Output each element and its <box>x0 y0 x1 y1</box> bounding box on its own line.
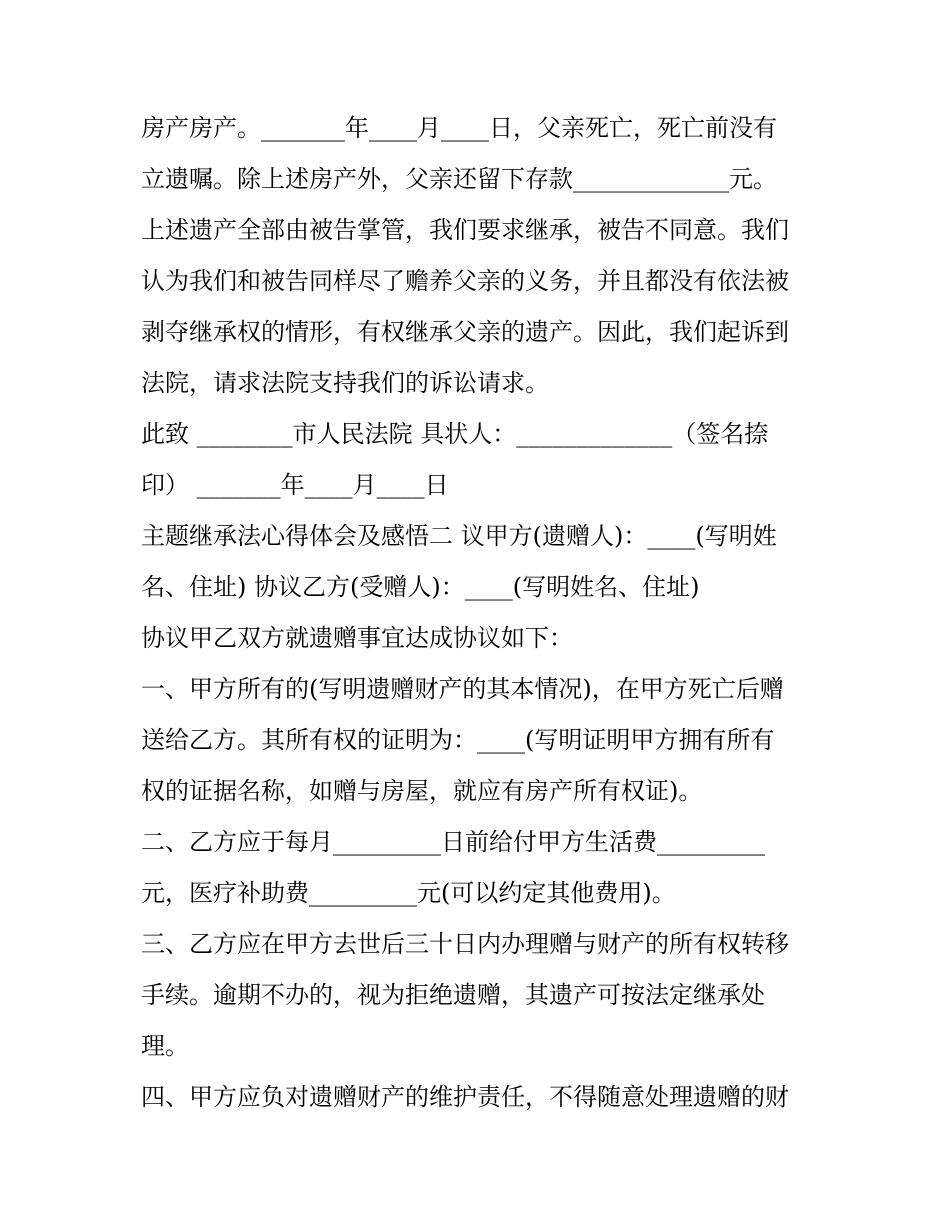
text-line: 送给乙方。其所有权的证明为：____(写明证明甲方拥有所有 <box>141 726 775 754</box>
text-line: 房产房产。_______年____月____日，父亲死亡，死亡前没有 <box>141 114 777 142</box>
text-line: 理。 <box>141 1032 189 1060</box>
text-line: 权的证据名称，如赠与房屋，就应有房产所有权证)。 <box>141 777 703 805</box>
text-line: 元，医疗补助费_________元(可以约定其他费用)。 <box>141 879 676 907</box>
text-line: 三、乙方应在甲方去世后三十日内办理赠与财产的所有权转移 <box>141 930 789 958</box>
text-line: 二、乙方应于每月_________日前给付甲方生活费_________ <box>141 828 765 856</box>
text-line: 主题继承法心得体会及感悟二 议甲方(遗赠人)：____(写明姓 <box>141 522 777 550</box>
text-line: 一、甲方所有的(写明遗赠财产的其本情况)，在甲方死亡后赠 <box>141 675 784 703</box>
text-line: 名、住址) 协议乙方(受赠人)：____(写明姓名、住址) <box>141 573 700 601</box>
text-line: 协议甲乙双方就遗赠事宜达成协议如下： <box>141 624 573 652</box>
text-line: 手续。逾期不办的，视为拒绝遗赠，其遗产可按法定继承处 <box>141 981 765 1009</box>
text-line: 上述遗产全部由被告掌管，我们要求继承，被告不同意。我们 <box>141 216 789 244</box>
text-line: 立遗嘱。除上述房产外，父亲还留下存款_____________元。 <box>141 165 777 193</box>
text-line: 法院，请求法院支持我们的诉讼请求。 <box>141 369 549 397</box>
text-line: 四、甲方应负对遗赠财产的维护责任，不得随意处理遗赠的财 <box>141 1083 789 1111</box>
text-line: 此致 ________市人民法院 具状人：_____________（签名捺 <box>141 420 769 448</box>
text-line: 剥夺继承权的情形，有权继承父亲的遗产。因此，我们起诉到 <box>141 318 789 346</box>
text-line: 认为我们和被告同样尽了赡养父亲的义务，并且都没有依法被 <box>141 267 789 295</box>
text-line: 印） _______年____月____日 <box>141 471 449 499</box>
